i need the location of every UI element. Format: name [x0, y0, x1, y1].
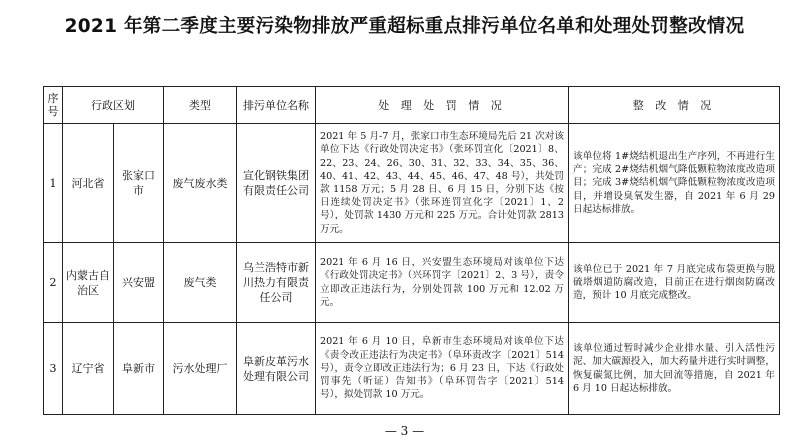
cell-province: 内蒙古自治区 — [63, 243, 114, 323]
cell-penalty: 2021 年 5 月-7 月，张家口市生态环境局先后 21 次对该单位下达《行政处罚决定书》（张环罚宣化〔2021〕8、22、23、24、26、30、31、32、33、34、35、36、40、41、42、43、44、45、46、47、48 号），共处罚款 1158 万元；5 月 28 日、6 月 15 日，分别下达《按日连续处罚决定书》（张环连罚宣化字〔2021〕1、2 号），处罚款 1430 万元和 225 万元。合计处罚款 2813 万元。 — [316, 124, 569, 243]
cell-rectify: 该单位将 1#烧结机退出生产序列，不再进行生产；完成 2#烧结机烟气降低颗粒物浓度改造项目；完成 3#烧结机烟气降低颗粒物浓度改造项目，并增设臭氧发生器，自 2021 年 6 月 29 日起达标排放。 — [569, 124, 780, 243]
cell-rectify: 该单位通过暂时减少企业排水量、引入活性污泥、加大碳源投入，加大药量并进行实时调整，恢复碳氮比例，加大回流等措施，自 2021 年 6 月 10 日起达标排放。 — [569, 323, 780, 415]
cell-city: 兴安盟 — [114, 243, 164, 323]
cell-province: 河北省 — [63, 124, 114, 243]
document-title: 2021 年第二季度主要污染物排放严重超标重点排污单位名单和处理处罚整改情况 — [64, 16, 745, 37]
cell-penalty: 2021 年 6 月 10 日，阜新市生态环境局对该单位下达《责令改正违法行为决定书》（阜环责改字〔2021〕514 号），责令立即改正违法行为；6 月 23 日，下达《行政处罚事先（听证）告知书》（阜环罚告字〔2021〕514 号），拟处罚款 10 万元。 — [316, 323, 569, 415]
header-rectify: 整 改 情 况 — [569, 87, 780, 124]
table-row — [44, 124, 780, 243]
cell-rectify: 该单位已于 2021 年 7 月底完成布袋更换与脱硫塔烟道防腐改造，目前正在进行烟囱防腐改造，预计 10 月底完成整改。 — [569, 243, 780, 323]
table-header-row — [44, 87, 780, 124]
cell-seq: 3 — [44, 323, 63, 415]
table-row — [44, 323, 780, 415]
cell-seq: 2 — [44, 243, 63, 323]
cell-penalty: 2021 年 6 月 16 日，兴安盟生态环境局对该单位下达《行政处罚决定书》（兴环罚字〔2021〕2、3 号），责令立即改正违法行为，分别处罚款 100 万元和 12.02 万元。 — [316, 243, 569, 323]
cell-seq: 1 — [44, 124, 63, 243]
cell-type: 废气类 — [164, 243, 237, 323]
header-seq: 序号 — [44, 87, 63, 124]
header-unit: 排污单位名称 — [237, 87, 316, 124]
cell-unit: 宣化钢铁集团有限责任公司 — [237, 124, 316, 243]
cell-province: 辽宁省 — [63, 323, 114, 415]
cell-unit: 乌兰浩特市新川热力有限责任公司 — [237, 243, 316, 323]
cell-unit: 阜新皮革污水处理有限公司 — [237, 323, 316, 415]
cell-type: 废气废水类 — [164, 124, 237, 243]
header-penalty: 处 理 处 罚 情 况 — [316, 87, 569, 124]
cell-city: 张家口市 — [114, 124, 164, 243]
penalty-table — [43, 86, 780, 415]
cell-city: 阜新市 — [114, 323, 164, 415]
header-region: 行政区划 — [63, 87, 164, 124]
cell-type: 污水处理厂 — [164, 323, 237, 415]
table-row — [44, 243, 780, 323]
header-type: 类型 — [164, 87, 237, 124]
page-number: — 3 — — [384, 424, 425, 438]
